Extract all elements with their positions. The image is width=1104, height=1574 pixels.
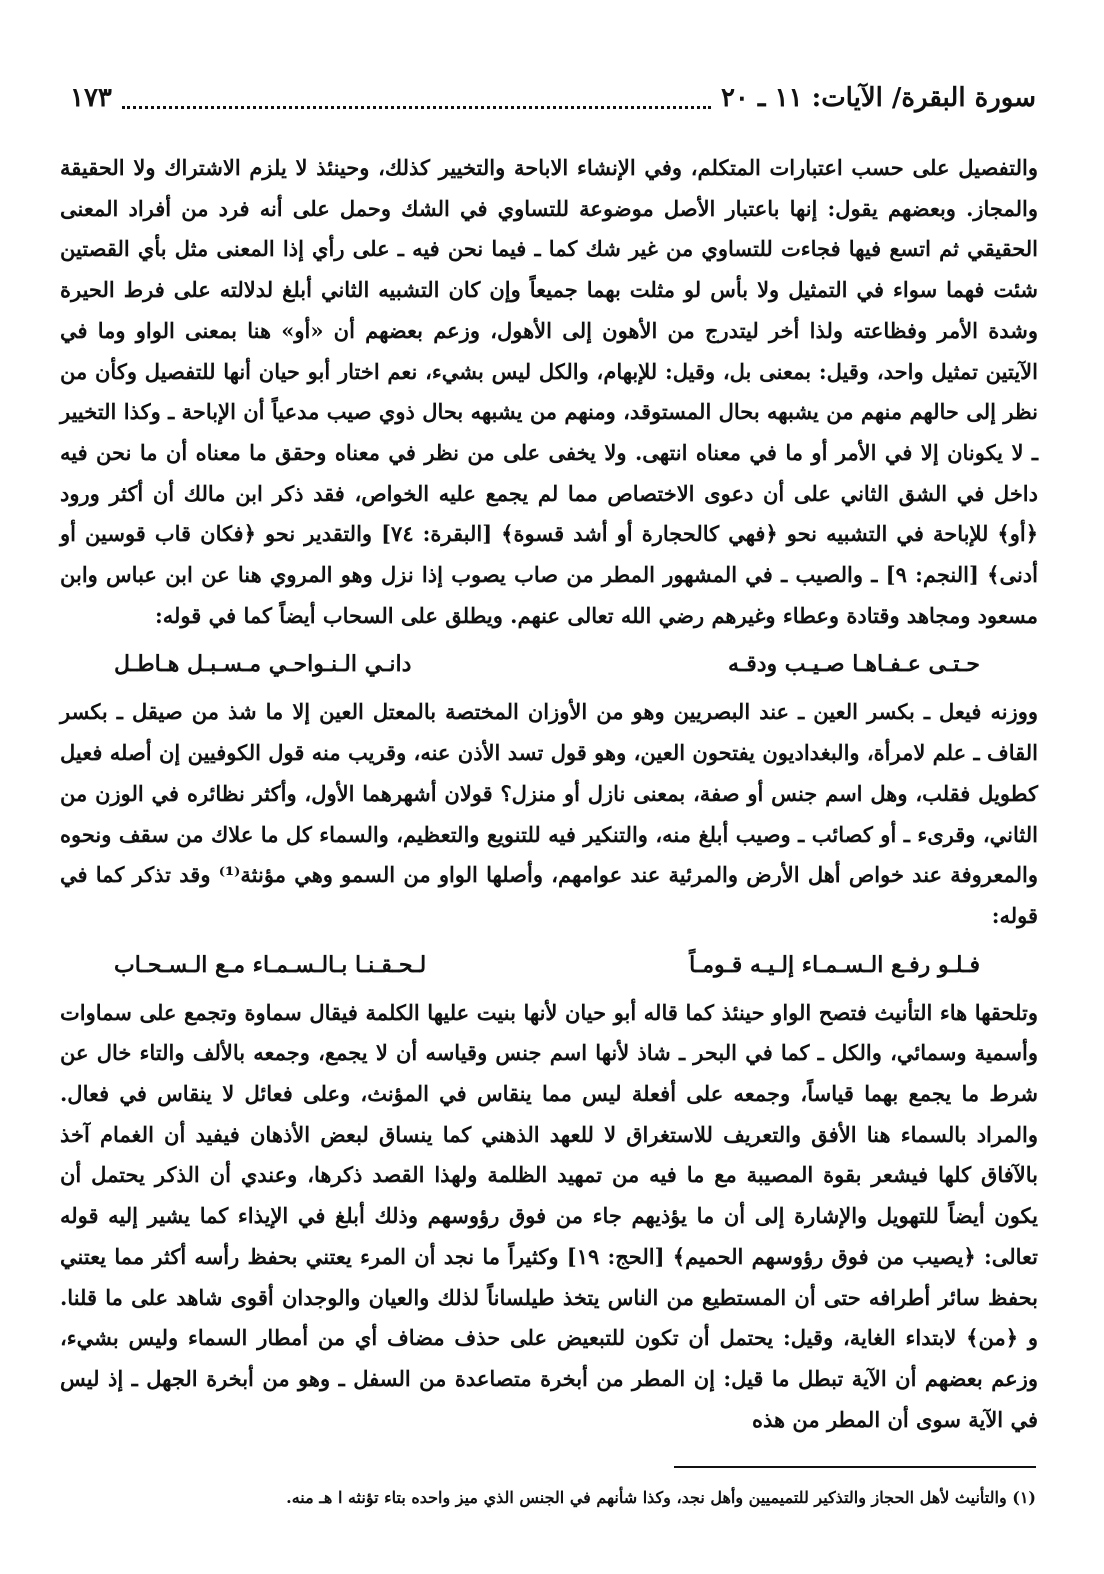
paragraph: وتلحقها هاء التأنيث فتصح الواو حينئذ كما قاله أبو حيان لأنها بنيت عليها الكلمة فيقال سماوة وتجمع على سماوات وأسمية وسمائي، والكل ـ كما في البحر ـ شاذ لأنها اسم جنس وقياسه أن لا يجمع، وجمعه بالألف والتاء خال عن شرط ما يجمع بهما قياساً، وجمعه على أفعلة ليس مما ينقاس في المؤنث، وعلى فعائل لا ينقاس في فعال. والمراد بالسماء هنا الأفق والتعريف للاستغراق لا للعهد الذهني كما ينساق لبعض الأذهان فيفيد أن الغمام آخذ بالآفاق كلها فيشعر بقوة المصيبة مع ما فيه من تمهيد الظلمة ولهذا القصد ذكرها، وعندي أن الذكر يحتمل أن يكون أيضاً للتهويل والإشارة إلى أن ما يؤذيهم جاء من فوق رؤوسهم وذلك أبلغ في الإيذاء كما يشير إليه قوله تعالى: ﴿يصيب من فوق رؤوسهم الحميم﴾ [الحج: ١٩] وكثيراً ما نجد أن المرء يعتني بحفظ رأسه أكثر مما يعتني بحفظ سائر أطرافه حتى أن المستطيع من الناس يتخذ طيلساناً لذلك والعيان والوجدان أقوى شاهد على ما قلنا. و ﴿من﴾ لابتداء الغاية، وقيل: يحتمل أن تكون للتبعيض على حذف مضاف أي من أمطار السماء وليس بشيء، وزعم بعضهم أن الآية تبطل ما قيل: إن المطر من أبخرة متصاعدة من السفل ـ وهو من أبخرة الجهل ـ إذ ليس في الآية سوى أن المطر من هذه [60,999,1038,1432]
paragraph: ووزنه فيعل ـ بكسر العين ـ عند البصريين وهو من الأوزان المختصة بالمعتل العين إلا ما شذ من صيقل ـ بكسر القاف ـ علم لامرأة، والبغداديون يفتحون العين، وهو قول تسد الأذن عنه، وقريب منه قول الكوفيين إن أصله فعيل كطويل فقلب، وهل اسم جنس أو صفة، بمعنى نازل أو منزل؟ قولان أشهرهما الأول، وأكثر نظائره في الوزن من الثاني، وقرىء ـ أو كصائب ـ وصيب أبلغ منه، والتنكير فيه للتنويع والتعظيم، والسماء كل ما علاك من سقف ونحوه والمعروفة عند خواص أهل الأرض والمرئية عند عوامهم، وأصلها الواو من السمو وهي مؤنثة⁽¹⁾ وقد تذكر كما في قوله: [60,699,1038,928]
verse-second-hemistich: لـحـقـنـا بـالـسـمـاء مـع الـسـحـاب [114,951,427,978]
footnote-text: والتأنيث لأهل الحجاز والتذكير للتميميين وأهل نجد، وكذا شأنهم في الجنس الذي ميز واحده بتاء تؤنثه ا هـ منه. [286,1488,1007,1507]
footnote-separator [674,1466,1036,1468]
footnote-marker: (١) [1012,1488,1036,1507]
running-header [70,78,1036,118]
verse-first-hemistich: فـلـو رفـع الـسـمـاء إلـيـه قـومـاً [689,951,980,978]
poetry-verse [60,642,1038,686]
page-number: ١٧٣ [70,83,112,113]
surah-title: سورة البقرة/ الآيات: ١١ ـ ٢٠ [720,83,1036,113]
footnote [120,1484,1036,1512]
verse-first-hemistich: حـتـى عـفـاهـا صـيـب ودقـه [727,651,980,678]
verse-second-hemistich: دانـي الـنـواحـي مـسـبـل هـاطـل [114,651,412,678]
paragraph: والتفصيل على حسب اعتبارات المتكلم، وفي الإنشاء الاباحة والتخيير كذلك، وحينئذ لا يلزم الاشتراك ولا الحقيقة والمجاز. وبعضهم يقول: إنها باعتبار الأصل موضوعة للتساوي في الشك وحمل على أنه فرد من أفراد المعنى الحقيقي ثم اتسع فيها فجاءت للتساوي من غير شك كما ـ فيما نحن فيه ـ على رأي إذا المعنى مثل بأي القصتين شئت فهما سواء في التمثيل ولا بأس لو مثلت بهما جميعاً وإن كان التشبيه الثاني أبلغ لدلالته على فرط الحيرة وشدة الأمر وفظاعته ولذا أخر ليتدرج من الأهون إلى الأهول، وزعم بعضهم أن «أو» هنا بمعنى الواو وما في الآيتين تمثيل واحد، وقيل: بمعنى بل، وقيل: للإبهام، والكل ليس بشيء، نعم اختار أبو حيان أنها للتفصيل وكأن من نظر إلى حالهم منهم من يشبهه بحال المستوقد، ومنهم من يشبهه بحال ذوي صيب مدعياً أن الإباحة ـ وكذا التخيير ـ لا يكونان إلا في الأمر أو ما في معناه انتهى. ولا يخفى على من نظر في معناه وحقق ما معناه أن ما نحن فيه داخل في الشق الثاني على أن دعوى الاختصاص مما لم يجمع عليه الخواص، فقد ذكر ابن مالك أن أكثر ورود ﴿أو﴾ للإباحة في التشبيه نحو ﴿فهي كالحجارة أو أشد قسوة﴾ [البقرة: ٧٤] والتقدير نحو ﴿فكان قاب قوسين أو أدنى﴾ [النجم: ٩] ـ والصيب ـ في المشهور المطر من صاب يصوب إذا نزل وهو المروي هنا عن ابن عباس وابن مسعود ومجاهد وقتادة وعطاء وغيرهم رضي الله تعالى عنهم. ويطلق على السحاب أيضاً كما في قوله: [60,155,1039,628]
header-dots [122,88,711,109]
poetry-verse [60,943,1038,987]
body-text [60,148,1038,1440]
